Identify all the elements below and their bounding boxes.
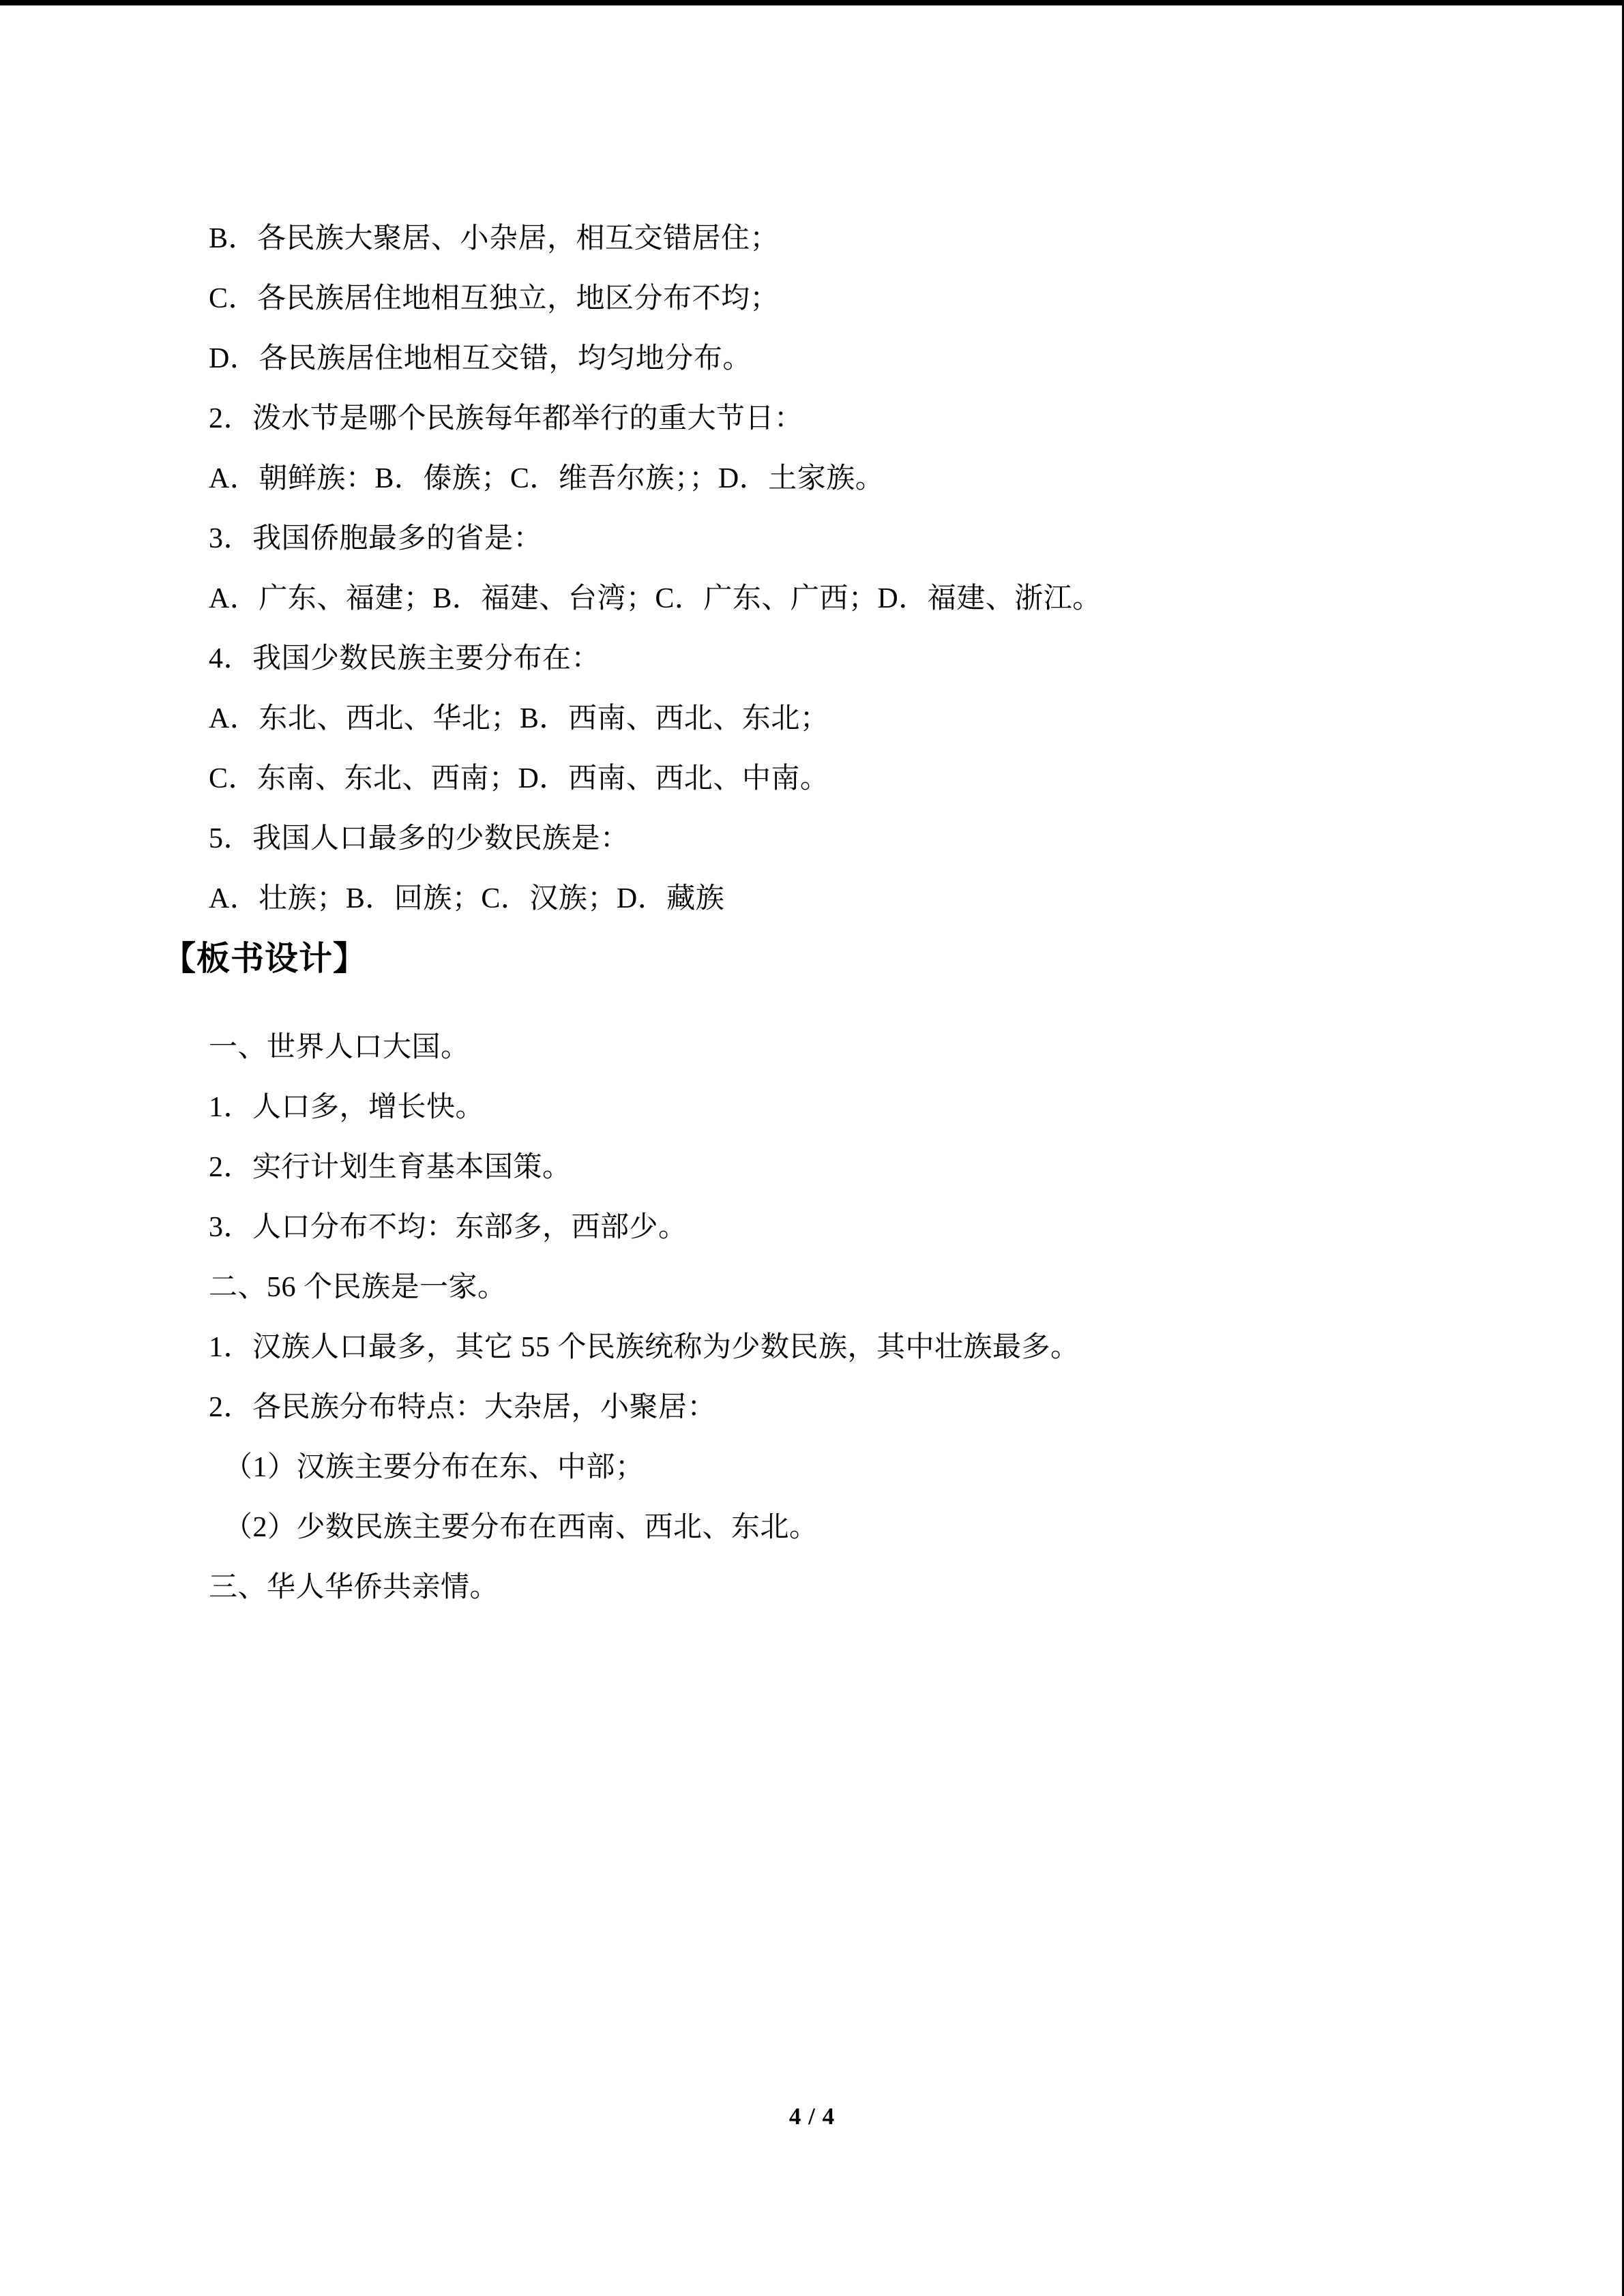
board-line: 一、世界人口大国。: [209, 1032, 470, 1063]
quiz-option-line: A．壮族；B．回族；C．汉族；D．藏族: [209, 883, 725, 914]
board-line: 3．人口分布不均：东部多，西部少。: [209, 1212, 688, 1243]
quiz-question-line: 5．我国人口最多的少数民族是：: [209, 823, 630, 854]
quiz-question-line: 4．我国少数民族主要分布在：: [209, 643, 601, 674]
quiz-option-line: A．广东、福建；B．福建、台湾；C．广东、广西；D．福建、浙江。: [209, 583, 1102, 614]
page-number: 4 / 4: [788, 2103, 836, 2130]
quiz-option-line: B．各民族大聚居、小杂居，相互交错居住；: [209, 223, 780, 254]
board-line: 2．实行计划生育基本国策。: [209, 1152, 572, 1183]
quiz-option-line: D．各民族居住地相互交错，均匀地分布。: [209, 343, 752, 374]
board-subline: （2）少数民族主要分布在西南、西北、东北。: [224, 1512, 818, 1543]
quiz-option-line: C．各民族居住地相互独立，地区分布不均；: [209, 283, 780, 314]
quiz-question-line: 2．泼水节是哪个民族每年都举行的重大节日：: [209, 403, 803, 434]
board-subline: （1）汉族主要分布在东、中部；: [224, 1452, 645, 1483]
quiz-option-line: A．东北、西北、华北；B．西南、西北、东北；: [209, 703, 829, 734]
board-line: 1．汉族人口最多，其它 55 个民族统称为少数民族，其中壮族最多。: [209, 1332, 1080, 1363]
board-line: 二、56 个民族是一家。: [209, 1272, 507, 1303]
quiz-option-line: C．东南、东北、西南；D．西南、西北、中南。: [209, 763, 829, 794]
board-line: 三、华人华侨共亲情。: [209, 1572, 499, 1603]
board-line: 2．各民族分布特点：大杂居，小聚居：: [209, 1392, 717, 1423]
board-design-header: 【板书设计】: [162, 940, 368, 977]
board-line: 1．人口多，增长快。: [209, 1092, 485, 1123]
quiz-question-line: 3．我国侨胞最多的省是：: [209, 523, 543, 554]
quiz-option-line: A．朝鲜族：B．傣族；C．维吾尔族；；D．土家族。: [209, 463, 885, 494]
